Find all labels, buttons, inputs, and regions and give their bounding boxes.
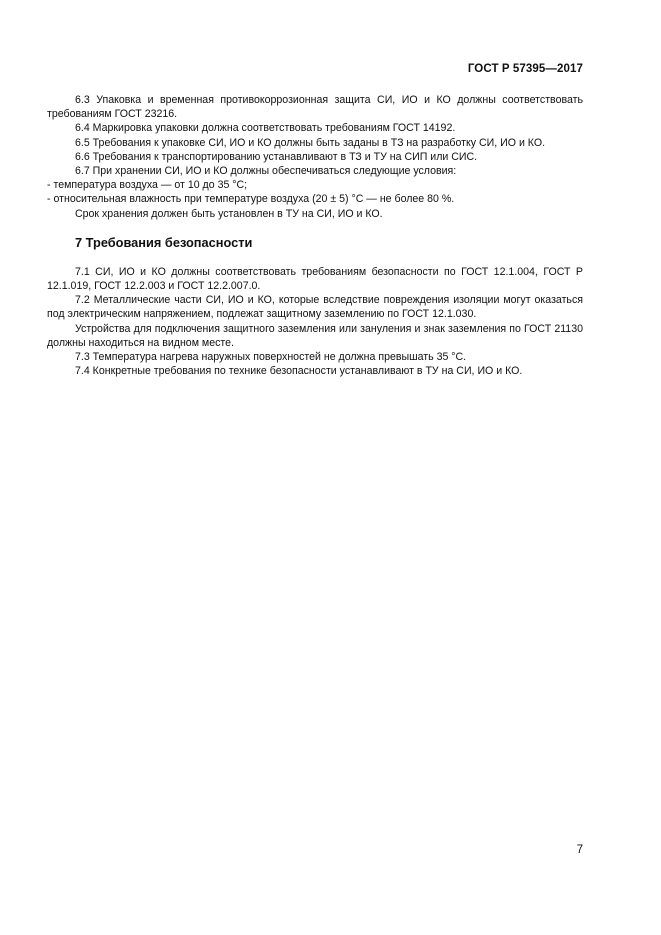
paragraph-7-4: 7.4 Конкретные требования по технике безопасности устанавливают в ТУ на СИ, ИО и КО. — [75, 365, 523, 378]
paragraph-6-4: 6.4 Маркировка упаковки должна соответствовать требованиям ГОСТ 14192. — [75, 122, 456, 135]
paragraph-6-7: 6.7 При хранении СИ, ИО и КО должны обеспечиваться следующие условия: — [75, 165, 457, 178]
section-7-title: 7 Требования безопасности — [75, 234, 253, 250]
paragraph-7-1: 7.1 СИ, ИО и КО должны соответствовать требованиям безопасности по ГОСТ 12.1.004, ГОСТ Р 12.1.019, ГОСТ 12.2.003 и ГОСТ 12.2.007.0. — [47, 265, 583, 293]
page-number: 7 — [576, 844, 583, 856]
paragraph-6-5: 6.5 Требования к упаковке СИ, ИО и КО должны быть заданы в ТЗ на разработку СИ, ИО и КО. — [75, 136, 546, 149]
list-item-temperature: - температура воздуха — от 10 до 35 °С; — [47, 179, 248, 192]
document-header-id: ГОСТ Р 57395—2017 — [467, 63, 583, 75]
paragraph-6-3: 6.3 Упаковка и временная противокоррозионная защита СИ, ИО и КО должны соответствовать требованиям ГОСТ 23216. — [47, 94, 583, 121]
paragraph-7-2: 7.2 Металлические части СИ, ИО и КО, которые вследствие повреждения изоляции могут оказаться под электрическим напряжением, подлежат защитному заземлению по ГОСТ 12.1.030. — [47, 294, 583, 321]
document-body — [47, 93, 583, 378]
paragraph-6-6: 6.6 Требования к транспортированию устанавливают в ТЗ и ТУ на СИП или СИС. — [75, 150, 478, 163]
list-item-humidity: - относительная влажность при температуре воздуха (20 ± 5) °С — не более 80 %. — [47, 193, 455, 206]
paragraph-grounding-devices: Устройства для подключения защитного заземления или зануления и знак заземления по ГОСТ 21130 должны находиться на видном месте. — [47, 322, 583, 349]
paragraph-storage-term: Срок хранения должен быть установлен в ТУ на СИ, ИО и КО. — [75, 207, 383, 220]
paragraph-7-3: 7.3 Температура нагрева наружных поверхностей не должна превышать 35 °С. — [75, 351, 467, 364]
